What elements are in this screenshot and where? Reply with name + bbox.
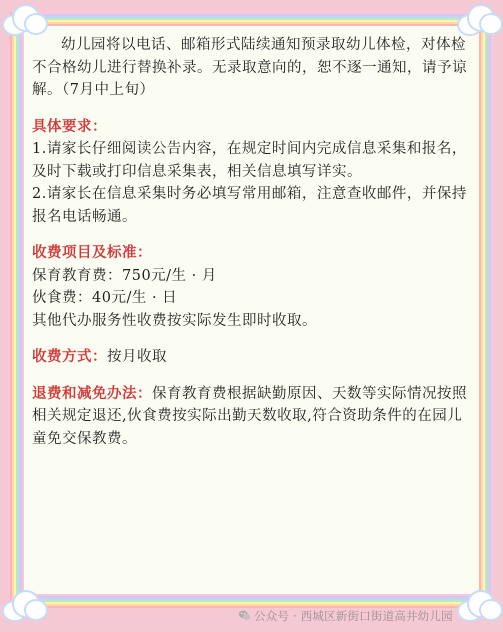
requirements-title: 具体要求：	[32, 117, 107, 135]
rainbow-border-bottom	[10, 594, 493, 608]
intro-paragraph: 幼儿园将以电话、邮箱形式陆续通知预录取幼儿体检，对体检不合格幼儿进行替换补录。无录取意向的，恕不逐一通知，请予谅解。（7月中上旬）	[32, 37, 467, 98]
payment-value: 按月收取	[107, 349, 167, 365]
cloud-decoration-bottom-right	[455, 588, 501, 622]
requirement-item-2: 2.请家长在信息采集时务必填写常用邮箱，注意查收邮件，并保持报名电话畅通。	[32, 186, 467, 225]
refund-title: 退费和减免办法：	[32, 384, 152, 402]
wechat-footer[interactable]	[238, 608, 453, 624]
rainbow-border-left	[10, 12, 24, 608]
cloud-decoration-top-right	[455, 2, 501, 36]
refund-paragraph	[32, 383, 472, 451]
cloud-decoration-top-left	[0, 2, 46, 36]
wechat-icon	[238, 609, 251, 622]
rainbow-border-right	[479, 12, 493, 608]
payment-title: 收费方式：	[32, 348, 107, 365]
notice-content	[32, 34, 472, 450]
fee-line-childcare: 保育教育费：750元/生 · 月	[32, 267, 217, 284]
fee-line-other: 其他代办服务性收费按实际发生即时收取。	[32, 312, 317, 329]
cloud-decoration-bottom-left	[0, 588, 46, 622]
fees-title: 收费项目及标准：	[32, 244, 152, 261]
requirement-item-1: 1.请家长仔细阅读公告内容，在规定时间内完成信息采集和报名，及时下载或打印信息采集表，相关信息填写详实。	[32, 141, 467, 180]
payment-method	[32, 346, 472, 369]
footer-text: 公众号 · 西城区新街口街道高井幼儿园	[254, 609, 453, 623]
refund-text: 保育教育费根据缺勤原因、天数等实际情况按照相关规定退还,伙食费按实际出勤天数收取,符合资助条件的在园儿童免交保教费。	[32, 385, 467, 447]
rainbow-border-top	[10, 12, 493, 26]
fee-line-meals: 伙食费：40元/生 · 日	[32, 290, 178, 306]
